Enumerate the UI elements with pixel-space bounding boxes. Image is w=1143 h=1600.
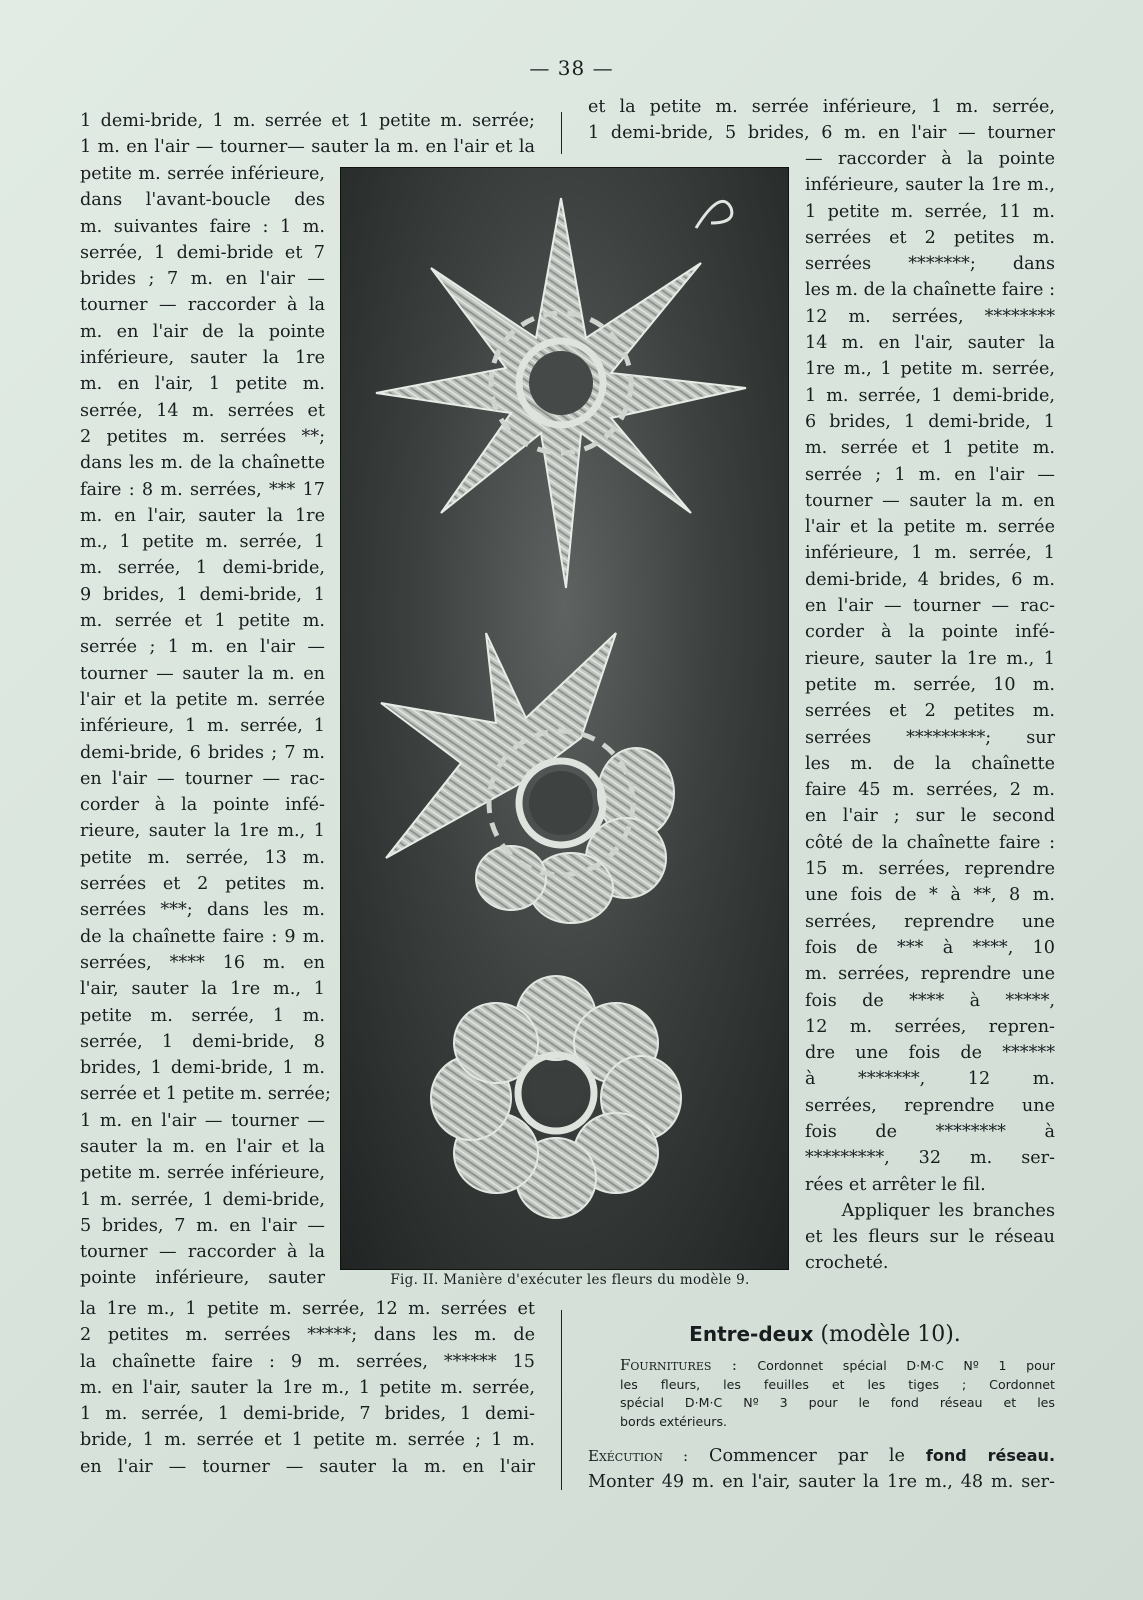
eight-point-star xyxy=(376,198,746,588)
right-top-text xyxy=(588,94,1055,147)
text-line: m. serrée et 1 petite m. xyxy=(80,611,325,632)
text-line: 1 m. serrée, 1 demi-bride, xyxy=(80,1189,325,1210)
text-line: faire : 8 m. serrées, *** 17 xyxy=(80,479,325,500)
fournitures-line xyxy=(620,1356,1055,1376)
text-line: bride, 1 m. serrée et 1 petite m. serrée ; 1 m. xyxy=(80,1430,535,1451)
text-line: tourner — sauter la m. en xyxy=(80,663,325,684)
text-line: de la chaînette faire : 9 m. xyxy=(80,926,325,947)
text-line: tourner — raccorder à la xyxy=(80,1242,325,1263)
text-line: 15 m. serrées, reprendre xyxy=(805,859,1055,880)
text-line: 1 demi-bride, 1 m. serrée et 1 petite m. serrée; xyxy=(80,111,535,131)
text-line: rieure, sauter la 1re m., 1 xyxy=(80,821,325,842)
text-line: fois de ******** à xyxy=(805,1121,1055,1142)
text-line: brides ; 7 m. en l'air — xyxy=(80,269,325,290)
text-line: tourner — raccorder à la xyxy=(80,295,325,316)
text-line: serrées et 2 petites m. xyxy=(805,701,1055,722)
crochet-flowers-photo xyxy=(340,167,789,1270)
left-top-text xyxy=(80,108,535,161)
text-line: 6 brides, 1 demi-bride, 1 xyxy=(805,411,1055,432)
text-line: les m. de la chaînette xyxy=(805,753,1055,774)
text-line: m. suivantes faire : 1 m. xyxy=(80,216,325,237)
text-line: en l'air — tourner — rac- xyxy=(80,768,325,789)
text-line: m. en l'air, sauter la 1re xyxy=(80,505,325,526)
text-line: serrées *********; sur xyxy=(805,727,1055,748)
column-rule-top xyxy=(561,112,562,154)
text-line: m. en l'air, sauter la 1re m., 1 petite m. serrée, xyxy=(80,1377,535,1398)
text-line: m. en l'air de la pointe xyxy=(80,321,325,342)
text-line: inférieure, 1 m. serrée, 1 xyxy=(80,716,325,737)
text-line: crocheté. xyxy=(805,1253,889,1274)
text-line: dans les m. de la chaînette xyxy=(80,453,325,474)
text-line: fois de **** à *****, xyxy=(805,990,1055,1011)
text-line: une fois de * à **, 8 m. xyxy=(805,885,1055,906)
text-line: inférieure, 1 m. serrée, 1 xyxy=(805,543,1055,564)
text-line: pointe inférieure, sauter xyxy=(80,1268,325,1289)
text-line: petite m. serrée, 1 m. xyxy=(80,1005,325,1026)
text-line: serrées, reprendre une xyxy=(805,911,1055,932)
section-title-main: Entre-deux xyxy=(689,1322,814,1346)
text-line: 1 m. en l'air — tourner— sauter la m. en l'air et la xyxy=(80,137,535,158)
text-line: en l'air — tourner — sauter la m. en l'air xyxy=(80,1456,535,1477)
right-narrow-text xyxy=(805,146,1055,1277)
text-line: corder à la pointe infé- xyxy=(80,795,325,816)
text-line: 1 m. serrée, 1 demi-bride, xyxy=(805,385,1055,406)
fournitures-line: bords extérieurs. xyxy=(620,1413,728,1429)
partial-star-flower xyxy=(381,633,674,923)
execution-bold: fond réseau. xyxy=(925,1446,1056,1465)
text-line: rées et arrêter le fil. xyxy=(805,1174,986,1195)
column-rule-bottom xyxy=(561,1310,562,1490)
execution-text: Commencer par le xyxy=(708,1446,905,1466)
text-line: inférieure, sauter la 1re m., xyxy=(805,175,1055,196)
page-number: — 38 — xyxy=(529,56,614,80)
text-line: dre une fois de ****** xyxy=(805,1043,1055,1064)
text-line: 12 m. serrées, repren- xyxy=(805,1016,1055,1037)
text-line: la 1re m., 1 petite m. serrée, 12 m. serrées et xyxy=(80,1299,535,1319)
text-line: serrée ; 1 m. en l'air — xyxy=(805,464,1055,485)
text-line: serrées, reprendre une xyxy=(805,1095,1055,1116)
fournitures-line: les fleurs, les feuilles et les tiges ; Cordonnet xyxy=(620,1376,1055,1392)
text-line: l'air et la petite m. serrée xyxy=(80,689,325,710)
text-line: 1 m. serrée, 1 demi-bride, 7 brides, 1 demi- xyxy=(80,1404,535,1425)
text-line: serrées *******; dans xyxy=(805,254,1055,275)
text-line: m. en l'air, 1 petite m. xyxy=(80,374,325,395)
fournitures-block xyxy=(620,1356,1055,1431)
text-line: 9 brides, 1 demi-bride, 1 xyxy=(80,584,325,605)
text-line: fois de *** à ****, 10 xyxy=(805,937,1055,958)
text-line: m. serrée et 1 petite m. xyxy=(805,438,1055,459)
text-line: inférieure, sauter la 1re xyxy=(80,348,325,369)
execution-label: Exécution : xyxy=(588,1447,689,1465)
text-line: l'air et la petite m. serrée xyxy=(805,517,1055,538)
text-line: serrées ***; dans les m. xyxy=(80,900,325,921)
text-line: m. serrées, reprendre une xyxy=(805,964,1055,985)
text-line: petite m. serrée, 13 m. xyxy=(80,847,325,868)
text-line: *********, 32 m. ser- xyxy=(805,1148,1055,1169)
text-line: en l'air ; sur le second xyxy=(805,806,1055,827)
text-line: m. serrée, 1 demi-bride, xyxy=(80,558,325,579)
text-line: serrées et 2 petites m. xyxy=(80,874,325,895)
section-title xyxy=(590,1322,1060,1347)
text-line: en l'air — tourner — rac- xyxy=(805,596,1055,617)
text-line: la chaînette faire : 9 m. serrées, ****** 15 xyxy=(80,1351,535,1372)
text-line: serrée ; 1 m. en l'air — xyxy=(80,637,325,658)
text-line: les m. de la chaînette faire : xyxy=(805,280,1055,301)
execution-block xyxy=(588,1443,1055,1495)
text-line: serrée, 1 demi-bride, 8 xyxy=(80,1031,325,1052)
text-line: 2 petites m. serrées **; xyxy=(80,426,325,447)
text-line: Appliquer les branches xyxy=(805,1200,1055,1221)
text-line: m., 1 petite m. serrée, 1 xyxy=(80,532,325,553)
text-line: corder à la pointe infé- xyxy=(805,622,1055,643)
text-line: faire 45 m. serrées, 2 m. xyxy=(805,780,1055,801)
text-line: 5 brides, 7 m. en l'air — xyxy=(80,1215,325,1236)
text-line: 2 petites m. serrées *****; dans les m. de xyxy=(80,1325,535,1346)
left-bottom-text xyxy=(80,1296,535,1480)
text-line: petite m. serrée, 10 m. xyxy=(805,674,1055,695)
left-narrow-text xyxy=(80,161,331,1292)
fournitures-line: spécial D·M·C Nº 3 pour le fond réseau et les xyxy=(620,1395,1055,1410)
text-line: 14 m. en l'air, sauter la xyxy=(805,333,1055,354)
fournitures-text: Cordonnet spécial D·M·C Nº 1 pour xyxy=(757,1358,1055,1373)
text-line: 1 petite m. serrée, 11 m. xyxy=(805,201,1055,222)
text-line: tourner — sauter la m. en xyxy=(805,490,1055,511)
text-line: 1re m., 1 petite m. serrée, xyxy=(805,359,1055,380)
execution-line2: Monter 49 m. en l'air, sauter la 1re m., 48 m. ser- xyxy=(588,1472,1055,1492)
text-line: 1 m. en l'air — tourner — xyxy=(80,1110,325,1131)
text-line: demi-bride, 4 brides, 6 m. xyxy=(805,569,1055,590)
text-line: dans l'avant-boucle des xyxy=(80,190,325,211)
text-line: serrée, 14 m. serrées et xyxy=(80,400,325,421)
text-line: rieure, sauter la 1re m., 1 xyxy=(805,648,1055,669)
text-line: 12 m. serrées, ******** xyxy=(805,306,1055,327)
text-line: et la petite m. serrée inférieure, 1 m. serrée, xyxy=(588,97,1055,117)
text-line: petite m. serrée inférieure, xyxy=(80,164,325,184)
text-line: à *******, 12 m. xyxy=(805,1069,1055,1090)
text-line: sauter la m. en l'air et la xyxy=(80,1136,325,1157)
text-line: et les fleurs sur le réseau xyxy=(805,1227,1055,1248)
text-line: serrées, **** 16 m. en xyxy=(80,952,325,973)
text-line: brides, 1 demi-bride, 1 m. xyxy=(80,1058,325,1079)
text-line: 1 demi-bride, 5 brides, 6 m. en l'air — tourner xyxy=(588,123,1055,144)
text-line: côté de la chaînette faire : xyxy=(805,832,1055,853)
fournitures-label: Fournitures : xyxy=(620,1356,758,1374)
text-line: serrée et 1 petite m. serrée; xyxy=(80,1084,331,1105)
section-title-sub: (modèle 10). xyxy=(820,1322,961,1347)
text-line: petite m. serrée inférieure, xyxy=(80,1163,325,1184)
text-line: serrées et 2 petites m. xyxy=(805,227,1055,248)
text-line: — raccorder à la pointe xyxy=(805,149,1055,169)
round-ruffle-flower xyxy=(431,976,681,1218)
figure-caption: Fig. II. Manière d'exécuter les fleurs du modèle 9. xyxy=(390,1272,750,1288)
text-line: l'air, sauter la 1re m., 1 xyxy=(80,979,325,1000)
text-line: demi-bride, 6 brides ; 7 m. xyxy=(80,742,325,763)
text-line: serrée, 1 demi-bride et 7 xyxy=(80,242,325,263)
